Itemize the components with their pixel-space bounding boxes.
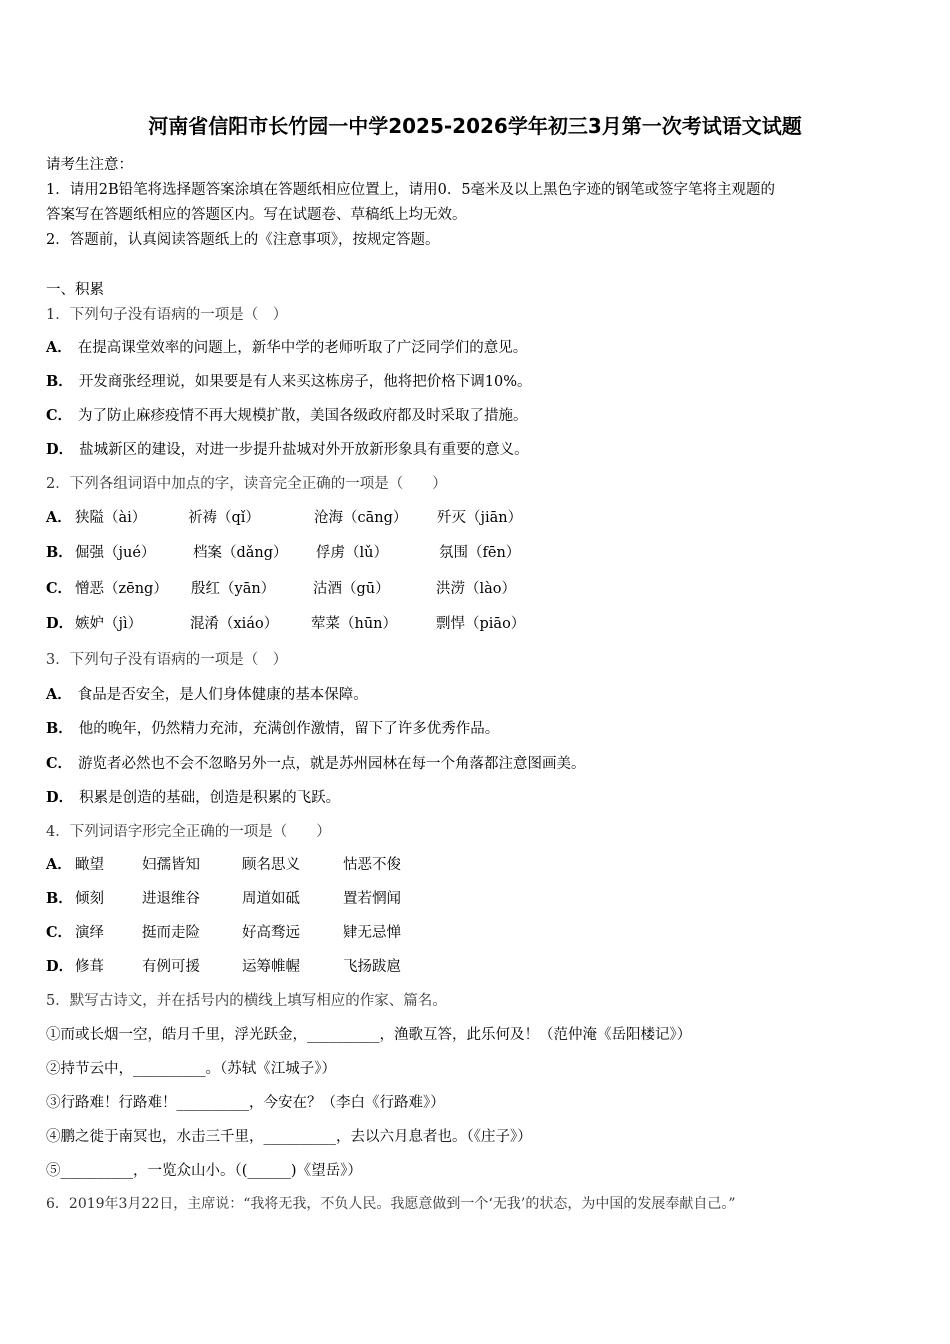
option-item: 剽悍（piāo）	[436, 616, 526, 632]
option-item: 憎恶（zēng）	[75, 581, 168, 597]
option-item: 沽酒（gū）	[313, 581, 390, 597]
q5-line-2: ②持节云中，__________。（苏轼《江城子》）	[46, 1061, 336, 1077]
option-item: 洪涝（lào）	[436, 581, 517, 597]
option-item: 俘虏（lǔ）	[316, 545, 388, 561]
q4-option-b	[46, 887, 401, 908]
q2-option-d	[46, 612, 526, 633]
question-5-stem: 5．默写古诗文，并在括号内的横线上填写相应的作家、篇名。	[46, 993, 447, 1009]
option-item: 好高骛远	[242, 925, 300, 941]
option-item: 有例可援	[142, 959, 200, 975]
option-label: B．	[46, 720, 73, 737]
question-2-stem: 2．下列各组词语中加点的字，读音完全正确的一项是（ ）	[46, 476, 447, 492]
option-label: C．	[46, 755, 73, 772]
option-text: 食品是否安全，是人们身体健康的基本保障。	[77, 687, 368, 703]
option-item: 档案（dǎng）	[193, 545, 288, 561]
question-1-stem: 1．下列句子没有语病的一项是（ ）	[46, 307, 288, 323]
option-item: 荤菜（hūn）	[311, 616, 398, 632]
option-item: 倾刻	[75, 891, 104, 907]
question-6-stem: 6．2019年3月22日，主席说：“我将无我，不负人民。我愿意做到一个‘无我’的状态，为中国的发展奉献自己。”	[46, 1196, 736, 1212]
option-text: 开发商张经理说，如果要是有人来买这栋房子，他将把价格下调10%。	[78, 374, 532, 390]
option-label: C．	[46, 407, 73, 424]
option-text: 积累是创造的基础，创造是积累的飞跃。	[79, 790, 341, 806]
option-item: 肄无忌惮	[343, 925, 401, 941]
option-item: 置若惘闻	[343, 891, 401, 907]
option-item: 演绎	[75, 925, 104, 941]
q1-option-d	[46, 438, 529, 459]
option-item: 进退维谷	[142, 891, 200, 907]
option-item: 周道如砥	[242, 891, 300, 907]
q5-line-1: ①而或长烟一空，皓月千里，浮光跃金，__________，渔歌互答，此乐何及！（范仲淹《岳阳楼记》）	[46, 1027, 692, 1043]
option-label: D．	[46, 615, 74, 632]
q5-line-3: ③行路难！行路难！__________，今安在？（李白《行路难》）	[46, 1095, 445, 1111]
option-item: 飞扬跋扈	[343, 959, 401, 975]
option-text: 在提高课堂效率的问题上，新华中学的老师听取了广泛同学们的意见。	[77, 340, 528, 356]
question-3-stem: 3．下列句子没有语病的一项是（ ）	[46, 652, 288, 668]
option-item: 沧海（cāng）	[314, 510, 408, 526]
q4-option-a	[46, 853, 401, 874]
option-label: A．	[46, 339, 72, 356]
q3-option-c	[46, 752, 586, 773]
option-label: B．	[46, 373, 73, 390]
notice-item-1-line-1: 1．请用2B铅笔将选择题答案涂填在答题纸相应位置上，请用0．5毫米及以上黑色字迹的钢笔或签字笔将主观题的	[46, 182, 776, 198]
option-label: C．	[46, 580, 73, 597]
option-label: A．	[46, 856, 72, 873]
option-label: A．	[46, 686, 72, 703]
q4-option-c	[46, 921, 401, 942]
option-label: A．	[46, 509, 72, 526]
notice-item-2: 2．答题前，认真阅读答题纸上的《注意事项》，按规定答题。	[46, 232, 440, 248]
option-label: B．	[46, 890, 73, 907]
q1-option-c	[46, 404, 528, 425]
section-heading: 一、积累	[46, 282, 104, 298]
option-item: 怙恶不俊	[343, 857, 401, 873]
option-item: 顾名思义	[242, 857, 300, 873]
option-text: 为了防止麻疹疫情不再大规模扩散，美国各级政府都及时采取了措施。	[78, 408, 528, 424]
option-item: 歼灭（jiān）	[437, 510, 523, 526]
option-label: B．	[46, 544, 73, 561]
q3-option-b	[46, 717, 499, 738]
option-item: 狭隘（ài）	[75, 510, 147, 526]
option-item: 运筹帷幄	[242, 959, 300, 975]
option-item: 祈祷（qǐ）	[188, 510, 260, 526]
page-title: 河南省信阳市长竹园一中学2025-2026学年初三3月第一次考试语文试题	[148, 114, 802, 138]
notice-item-1-line-2: 答案写在答题纸相应的答题区内。写在试题卷、草稿纸上均无效。	[46, 207, 467, 223]
option-label: D．	[46, 441, 74, 458]
q2-option-b	[46, 541, 521, 562]
option-item: 嫉妒（jì）	[75, 616, 143, 632]
q1-option-a	[46, 336, 527, 357]
option-item: 修葺	[75, 959, 104, 975]
option-label: D．	[46, 958, 74, 975]
question-4-stem: 4．下列词语字形完全正确的一项是（ ）	[46, 824, 331, 840]
option-item: 倔强（jué）	[75, 545, 156, 561]
option-text: 盐城新区的建设，对进一步提升盐城对外开放新形象具有重要的意义。	[79, 442, 529, 458]
q2-option-c	[46, 577, 517, 598]
q2-option-a	[46, 506, 523, 527]
option-item: 妇孺皆知	[142, 857, 200, 873]
q5-line-5: ⑤__________，一览众山小。（(______)《望岳》）	[46, 1163, 362, 1179]
option-item: 殷红（yān）	[191, 581, 276, 597]
q5-line-4: ④鹏之徙于南冥也，水击三千里，__________，去以六月息者也。（《庄子》）	[46, 1129, 532, 1145]
option-text: 他的晚年，仍然精力充沛，充满创作激情，留下了许多优秀作品。	[78, 721, 500, 737]
option-item: 氛围（fēn）	[439, 545, 521, 561]
option-text: 游览者必然也不会不忽略另外一点，就是苏州园林在每一个角落都注意图画美。	[78, 756, 586, 772]
option-label: D．	[46, 789, 74, 806]
option-item: 瞰望	[75, 857, 104, 873]
option-label: C．	[46, 924, 73, 941]
q4-option-d	[46, 955, 401, 976]
option-item: 挺而走险	[142, 925, 200, 941]
notice-heading: 请考生注意：	[46, 157, 133, 173]
option-item: 混淆（xiáo）	[190, 616, 279, 632]
q1-option-b	[46, 370, 532, 391]
q3-option-a	[46, 683, 368, 704]
q3-option-d	[46, 786, 340, 807]
